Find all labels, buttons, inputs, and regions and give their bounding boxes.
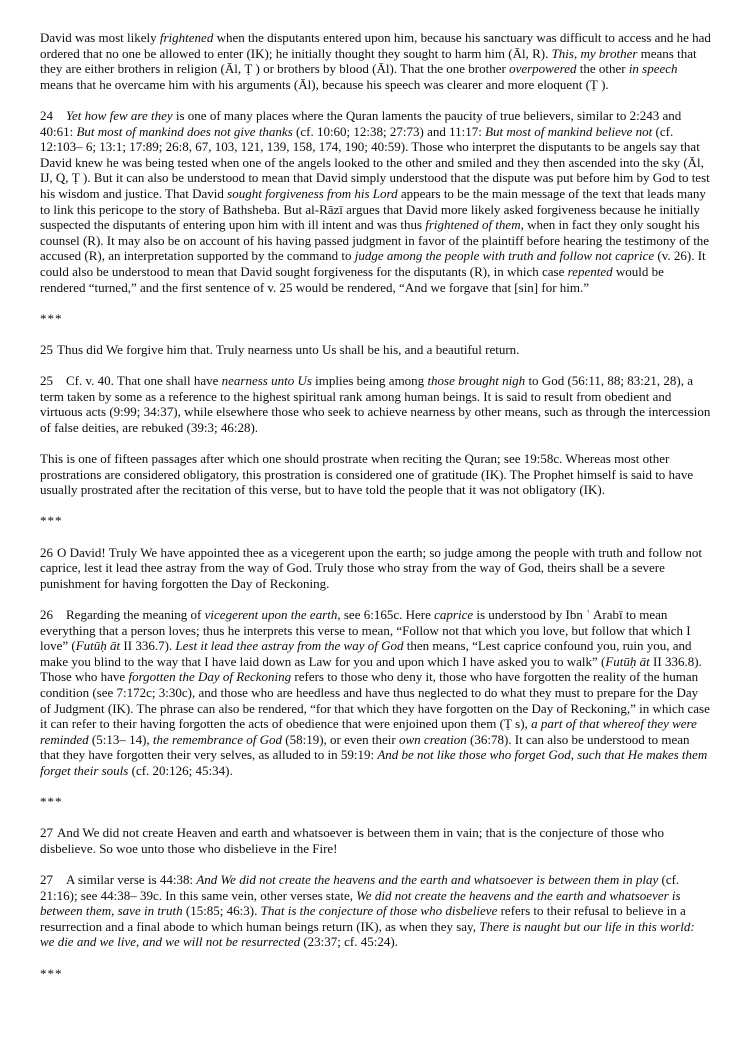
text-run: (cf. 21:16); see 44:38– 39c. In this same vein, other verses state, (40, 872, 680, 903)
italic-text-run: frightened (159, 30, 214, 45)
italic-text-run: own creation (399, 731, 467, 747)
text-run: when in fact they only sought his counsel (R). It may also be on account of his having passed judgment in favor of the plaintiff before hearing the testimony of the accused (R), an interpretation supported by the command to (40, 217, 710, 264)
italic-text-run: Lest it lead thee astray from the way of God (175, 638, 404, 654)
section-separator: *** (40, 794, 63, 810)
italic-text-run: sought forgiveness from his Lord (227, 185, 398, 201)
italic-text-run: caprice (434, 606, 474, 622)
italic-text-run: in speech (628, 61, 678, 77)
verse-26 (40, 545, 712, 592)
verse-25 (40, 342, 712, 358)
italic-text-run: And be not like those who forget God, such that He makes them forget their souls (40, 747, 708, 778)
italic-text-run: But most of mankind believe not (485, 123, 653, 139)
text-run: means that they are either brothers in religion (Āl, Ṭ ) or brothers by blood (Āl). That the one brother (40, 45, 697, 77)
italic-text-run: Yet how few are they (66, 107, 173, 123)
italic-text-run: forgotten the Day of Reckoning (128, 669, 292, 685)
text-run: Thus did We forgive him that. Truly nearness unto Us shall be his, and a beautiful return. (57, 341, 520, 357)
text-run: Cf. v. 40. That one shall have (66, 373, 222, 389)
text-run: (36:78). It can also be understood to mean that they have forgotten their very selves, as alluded to in 59:19: (40, 731, 690, 763)
italic-text-run: This, my brother (551, 45, 638, 61)
commentary-number: 27 (40, 872, 53, 888)
italic-text-run: There is naught but our life in this world: we die and we live, and we will not be resurrected (40, 918, 695, 950)
text-run: means that he overcame him with his arguments (Āl), because his speech was clearer and more eloquent (Ṭ ). (40, 76, 609, 92)
text-run: O David! Truly We have appointed thee as a vicegerent upon the earth; so judge among the people with truth and follow not caprice, lest it lead thee astray from the way of God. Truly those who stray from the way of God, theirs shall be a severe punishment for having forgotten the Day of Reckoning. (40, 544, 702, 591)
text-run: Regarding the meaning of (66, 606, 205, 622)
verse-number: 25 (40, 341, 53, 357)
commentary-number: 25 (40, 373, 53, 389)
text-run: (5:13– 14), (88, 731, 153, 747)
italic-text-run: those brought nigh (427, 373, 526, 389)
text-run: (23:37; cf. 45:24). (300, 934, 398, 950)
italic-text-run: That is the conjecture of those who disbelieve (260, 903, 498, 919)
italic-text-run: We did not create the heavens and the earth and whatsoever is between them, save in truth (40, 887, 681, 919)
text-run: refers to their refusal to believe in a resurrection and a final abode to which human beings return (IK), as when they say, (40, 903, 686, 934)
text-run: A similar verse is 44:38: (66, 872, 197, 888)
text-run: is understood by Ibn ʿ Arabī to mean everything that a person loves; thus he interprets this verse to mean, “Follow not that which you love, but follow that which I love” ( (40, 606, 691, 654)
text-run: (cf. 10:60; 12:38; 27:73) and 11:17: (292, 123, 486, 139)
italic-text-run: nearness unto Us (221, 373, 312, 389)
italic-text-run: And We did not create the heavens and the earth and whatsoever is between them in play (196, 872, 659, 888)
text-run: II 336.7). (120, 638, 176, 654)
text-run: implies being among (311, 373, 428, 389)
text-run: (cf. 20:126; 45:34). (128, 762, 233, 778)
section-separator: *** (40, 965, 63, 981)
commentary-25 (40, 373, 712, 435)
text-run: II 336.8). Those who have (40, 653, 702, 685)
italic-text-run: a part of that whereof they were reminded (40, 716, 697, 747)
text-run: This is one of fifteen passages after which one should prostrate when reciting the Quran; see 19:58c. Whereas most other prostrations are considered obligatory, this prostration is considered one of gratitude (IK). The Prophet himself is said to have usually prostrated after the recitation of this verse, but to have told the people that it was not obligatory (IK). (40, 451, 694, 498)
section-separator: *** (40, 513, 63, 529)
text-run: (15:85; 46:3). (182, 903, 261, 919)
text-run: And We did not create Heaven and earth and whatsoever is between them in vain; that is the conjecture of those who disbelieve. So woe unto those who disbelieve in the Fire! (40, 825, 664, 856)
text-run: refers to those who deny it, those who have forgotten the reality of the human condition (see 7:172c; 3:30c), and those who are heedless and have thus neglected to do what they must to prepare for the Day of Judgment (IK). The phrase can also be rendered, “for that which they have forgotten on the Day of Reckoning,” in which case it can refer to their having forgotten the acts of obedience that were enjoined upon them (Ṭ s), (40, 669, 710, 732)
text-run: then means, “Lest caprice confound you, ruin you, and make you blind to the way that I have laid down as Law for you and upon which I have asked you to walk” ( (40, 638, 692, 669)
section-separator: *** (40, 310, 63, 326)
italic-text-run: frightened of them, (425, 217, 524, 233)
text-run: (cf. 12:103– 6; 13:1; 17:89; 26:8, 67, 103, 121, 139, 158, 174, 190; 40:59). Those who interpret the disputants to be angels say that David knew he was being tested when one of the angels looked to the other and smiled and they then ascended into the sky (Āl, IJ, Q, Ṭ ). But it can also be understood to mean that David simply understood that the dispute was put before him by God to test his wisdom and justice. That David (40, 123, 710, 201)
italic-text-run: overpowered (509, 61, 577, 77)
commentary-number: 26 (40, 606, 53, 622)
italic-text-run: judge among the people with truth and follow not caprice (354, 248, 655, 264)
text-run: see 6:165c. Here (340, 606, 435, 622)
text-run: David was most likely (40, 30, 160, 45)
text-run: (58:19), or even their (282, 731, 399, 747)
commentary-26 (40, 607, 712, 779)
italic-text-run: the remembrance of God (152, 731, 283, 747)
text-run: when the disputants entered upon him, because his sanctuary was difficult to access and he had ordered that no one be allowed to enter (IK); he initially thought they sought to harm him (Āl, R). (40, 30, 711, 61)
text-run: (v. 26). It could also be understood to mean that David sought forgiveness for the disputants (R), in which case (40, 248, 706, 279)
text-run: to God (56:11, 88; 83:21, 28), a term taken by some as a reference to the highest spiritual rank among human beings. It is said to result from obedient and virtuous acts (9:99; 34:37), while elsewhere those who seek to achieve nearness by other means, such as through the intercession of false deities, are rebuked (39:3; 46:28). (40, 373, 711, 435)
text-run: would be rendered “turned,” and the first sentence of v. 25 would be rendered, “And we forgave that [sin] for him.” (40, 263, 664, 295)
text-run: the other (576, 61, 629, 77)
paragraph (40, 451, 712, 498)
commentary-24 (40, 108, 712, 295)
text-run: is one of many places where the Quran laments the paucity of true believers, similar to 2:243 and 40:61: (40, 107, 682, 139)
paragraph (40, 30, 712, 92)
italic-text-run: Futūḥ āt (605, 653, 650, 669)
verse-27 (40, 825, 712, 856)
italic-text-run: Futūḥ āt (75, 638, 121, 654)
text-run: appears to be the main message of the text that leads many to link this pericope to the story of Bathsheba. But al-Rāzī argues that David more likely asked forgiveness because he initially suspected the disputants of entering upon him with ill intent and was thus (40, 185, 706, 233)
commentary-27 (40, 872, 712, 950)
commentary-number: 24 (40, 107, 53, 123)
verse-number: 26 (40, 544, 53, 560)
italic-text-run: vicegerent upon the earth, (204, 606, 341, 622)
italic-text-run: But most of mankind does not give thanks (76, 123, 293, 139)
verse-number: 27 (40, 825, 53, 841)
italic-text-run: repented (567, 263, 613, 279)
